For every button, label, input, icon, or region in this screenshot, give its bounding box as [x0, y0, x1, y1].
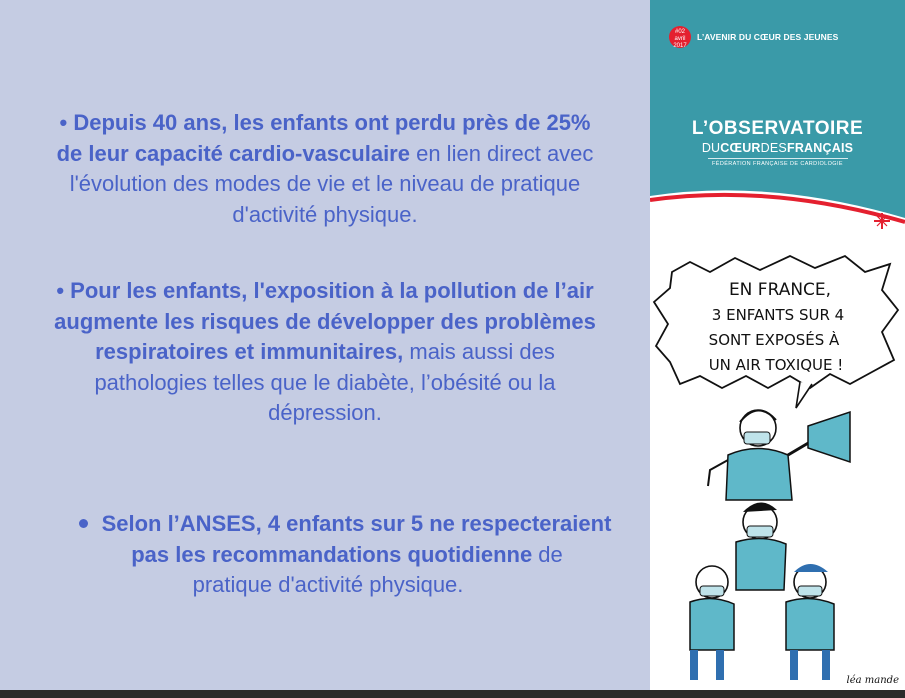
sub-des: DES: [760, 141, 787, 155]
bottom-bar: [0, 690, 905, 698]
bullet-2-bold1: Pour les enfants, l'exposition à la pollution de l’air: [70, 278, 594, 303]
bullet-1-rest: en lien direct avec: [409, 140, 594, 166]
bullet-3-bold1: Selon l’ANSES, 4 enfants sur 5 ne respecteraient: [101, 511, 612, 536]
children-pyramid-icon: [650, 250, 905, 690]
issue-badge: [669, 26, 691, 48]
bullet-marker: •: [56, 278, 65, 303]
speech-line-3: SONT EXPOSÉS À: [708, 331, 840, 349]
magazine-cover: [650, 0, 905, 690]
speech-line-1: EN FRANCE,: [728, 280, 832, 300]
cover-subtitle: [650, 141, 905, 155]
badge-month: avril: [674, 36, 686, 42]
cover-rule: [708, 158, 848, 159]
badge-number: #02: [674, 29, 685, 35]
sub-du: DU: [701, 141, 721, 155]
cartoon-illustration: [650, 250, 905, 690]
cover-header: [650, 0, 905, 250]
cover-title: L’OBSERVATOIRE: [691, 118, 864, 139]
cover-tagline: L’AVENIR DU CŒUR DES JEUNES: [697, 32, 839, 42]
badge-year: 2017: [673, 43, 687, 49]
speech-line-4: UN AIR TOXIQUE !: [708, 356, 844, 374]
bullet-3-line3: pratique d'activité physique.: [192, 572, 464, 597]
bullet-1-bold2: de leur capacité cardio-vasculaire: [56, 140, 410, 166]
bullet-paragraph-2: [0, 276, 650, 429]
bullet-marker: •: [59, 110, 68, 135]
artist-signature: léa mande: [846, 675, 899, 686]
bullet-2-rest3: mais aussi des: [403, 339, 555, 364]
bullet-3-bold2: pas les recommandations quotidienne: [131, 541, 533, 567]
bullet-paragraph-1: [0, 108, 650, 230]
sub-coeur: CŒUR: [720, 141, 761, 155]
bullet-2-line4: pathologies telles que le diabète, l’obésité ou la: [94, 369, 556, 395]
cover-federation: FÉDÉRATION FRANÇAISE DE CARDIOLOGIE: [712, 161, 843, 167]
bullet-2-bold2: augmente les risques de développer des problèmes: [54, 308, 596, 334]
bullet-paragraph-3: [0, 509, 650, 601]
speech-line-2: 3 ENFANTS SUR 4: [711, 306, 845, 324]
bullet-1-line4: d'activité physique.: [232, 201, 418, 227]
bullet-2-bold3: respiratoires et immunitaires,: [95, 339, 404, 364]
bullet-1-bold: Depuis 40 ans, les enfants ont perdu près de 25%: [73, 110, 591, 135]
bullet-2-line5: dépression.: [268, 400, 382, 425]
bullet-3-rest2: de: [532, 541, 563, 567]
sub-francais: FRANÇAIS: [786, 141, 854, 155]
bullet-dot-icon: [79, 519, 88, 528]
bullet-1-line3: l'évolution des modes de vie et le niveau de pratique: [69, 171, 581, 196]
